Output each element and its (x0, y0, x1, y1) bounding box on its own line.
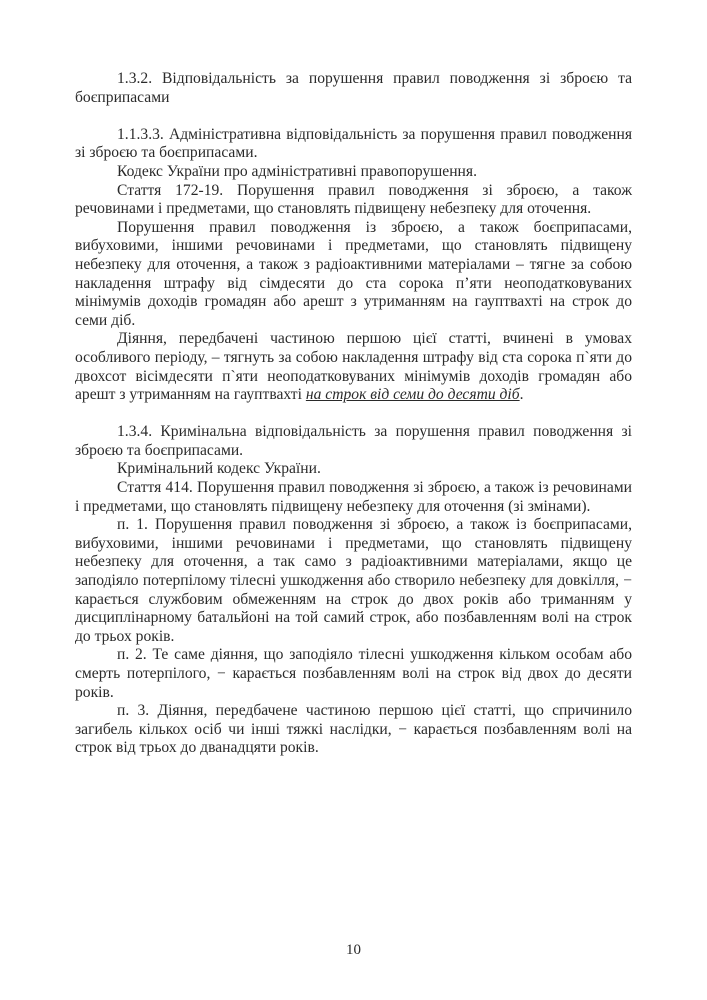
article-title: Стаття 172-19. Порушення правил поводження зі зброєю, а також речовинами і предметами, що становлять підвищену небезпеку для оточення. (75, 181, 632, 218)
paragraph-text: Діяння, передбачені частиною першою цієї статті, вчинені в умовах особливого періоду, – тягнуть за собою накладення штрафу від ста сорока п`яти до двохсот вісімдесяти п`яти неоподатковуваних мінімумів доходів громадян або арешт з утриманням на гауптвахті (75, 330, 632, 404)
section-heading-1-1-3-3: 1.1.3.3. Адміністративна відповідальність за порушення правил поводження зі зброєю та боєприпасами. (75, 125, 632, 162)
spacer (75, 405, 632, 424)
spacer (75, 107, 632, 126)
code-title: Кримінальний кодекс України. (117, 460, 321, 478)
article-paragraph: Порушення правил поводження із зброєю, а також боєприпасами, вибуховими, іншими речовинами і предметами, що становлять підвищену небезпеку для оточення, а також з радіоактивними матеріалами – тягне за собою накладення штрафу від сімдесяти до ста сорока п’яти неоподатковуваних мінімумів доходів громадян або арешт з утриманням на гауптвахті на строк до семи діб. (75, 218, 632, 329)
article-clause-1: п. 1. Порушення правил поводження зі зброєю, а також із боєприпасами, вибуховими, іншими речовинами і предметами, що становлять підвищену небезпеку для оточення, а так само з радіоактивними матеріалами, якщо це заподіяло потерпілому тілесні ушкодження або створило небезпеку для довкілля, − карається службовим обмеженням на строк до двох років або триманням у дисциплінарному батальйоні на той самий строк, або позбавленням волі на строк до трьох років. (75, 516, 632, 645)
special-period-paragraph (75, 330, 632, 404)
section-heading-1-3-2: 1.3.2. Відповідальність за порушення правил поводження зі зброєю та боєприпасами (75, 70, 632, 106)
article-clause-3: п. 3. Діяння, передбачене частиною першою цієї статті, що спричинило загибель кількох осіб чи інші тяжкі наслідки, − карається позбавленням волі на строк від трьох до дванадцяти років. (75, 702, 632, 757)
page-number: 10 (346, 942, 361, 958)
paragraph-end: . (519, 386, 524, 404)
code-title: Кодекс України про адміністративні правопорушення. (117, 162, 477, 180)
document-page (75, 70, 632, 758)
emphasized-term: на строк від семи до десяти діб (305, 386, 520, 404)
section-heading-1-3-4: 1.3.4. Кримінальна відповідальність за порушення правил поводження зі зброєю та боєприпасами. (75, 423, 632, 459)
article-clause-2: п. 2. Те саме діяння, що заподіяло тілесні ушкодження кільком особам або смерть потерпілого, − карається позбавленням волі на строк від двох до десяти років. (75, 646, 632, 701)
article-title: Стаття 414. Порушення правил поводження зі зброєю, а також із речовинами і предметами, що становлять підвищену небезпеку для оточення (зі змінами). (75, 479, 632, 515)
